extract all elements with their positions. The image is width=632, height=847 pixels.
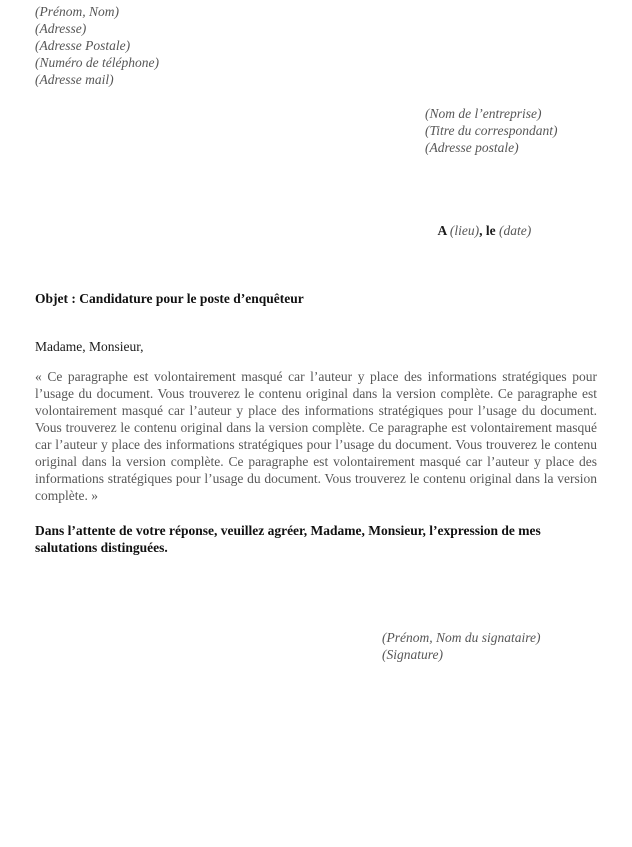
recipient-contact-title: (Titre du correspondant) xyxy=(425,123,558,138)
recipient-company-name: (Nom de l’entreprise) xyxy=(425,106,542,121)
sender-postal-address: (Adresse Postale) xyxy=(35,38,131,53)
sender-address: (Adresse) xyxy=(35,21,87,36)
body-paragraph: « Ce paragraphe est volontairement masqué car l’auteur y place des informations stratégiques pour l’usage du document. Vous trouverez le contenu original dans la version complète. Ce paragraphe est volontairement masqué car l’auteur y place des informations stratégiques pour l’usage du document. Vous trouverez le contenu original dans la version complète. Ce paragraphe est volontairement masqué car l’auteur y place des informations stratégiques pour l’usage du document. Vous trouverez le contenu original dans la version complète. Ce paragraphe est volontairement masqué car l’auteur y place des informations stratégiques pour l’usage du document. Vous trouverez le contenu original dans la version complète. » xyxy=(35,369,597,503)
sender-email: (Adresse mail) xyxy=(35,72,114,87)
signatory-name-placeholder: (Prénom, Nom du signataire) xyxy=(382,630,541,645)
dateline-place-placeholder: (lieu) xyxy=(449,223,480,238)
salutation: Madame, Monsieur, xyxy=(35,339,144,354)
signature-block xyxy=(382,629,597,663)
sender-phone: (Numéro de téléphone) xyxy=(35,55,159,70)
dateline-prefix: A xyxy=(437,223,450,238)
date-place-line xyxy=(424,205,597,256)
recipient-block xyxy=(425,105,597,156)
sender-block xyxy=(35,3,597,88)
dateline-date-placeholder: (date) xyxy=(499,223,532,238)
closing-paragraph: Dans l’attente de votre réponse, veuillez agréer, Madame, Monsieur, l’expression de mes salutations distinguées. xyxy=(35,523,541,555)
dateline-middle: , le xyxy=(479,223,500,238)
signature-placeholder: (Signature) xyxy=(382,647,443,662)
recipient-postal-address: (Adresse postale) xyxy=(425,140,519,155)
subject-line: Objet : Candidature pour le poste d’enquêteur xyxy=(35,291,304,306)
sender-name: (Prénom, Nom) xyxy=(35,4,119,19)
